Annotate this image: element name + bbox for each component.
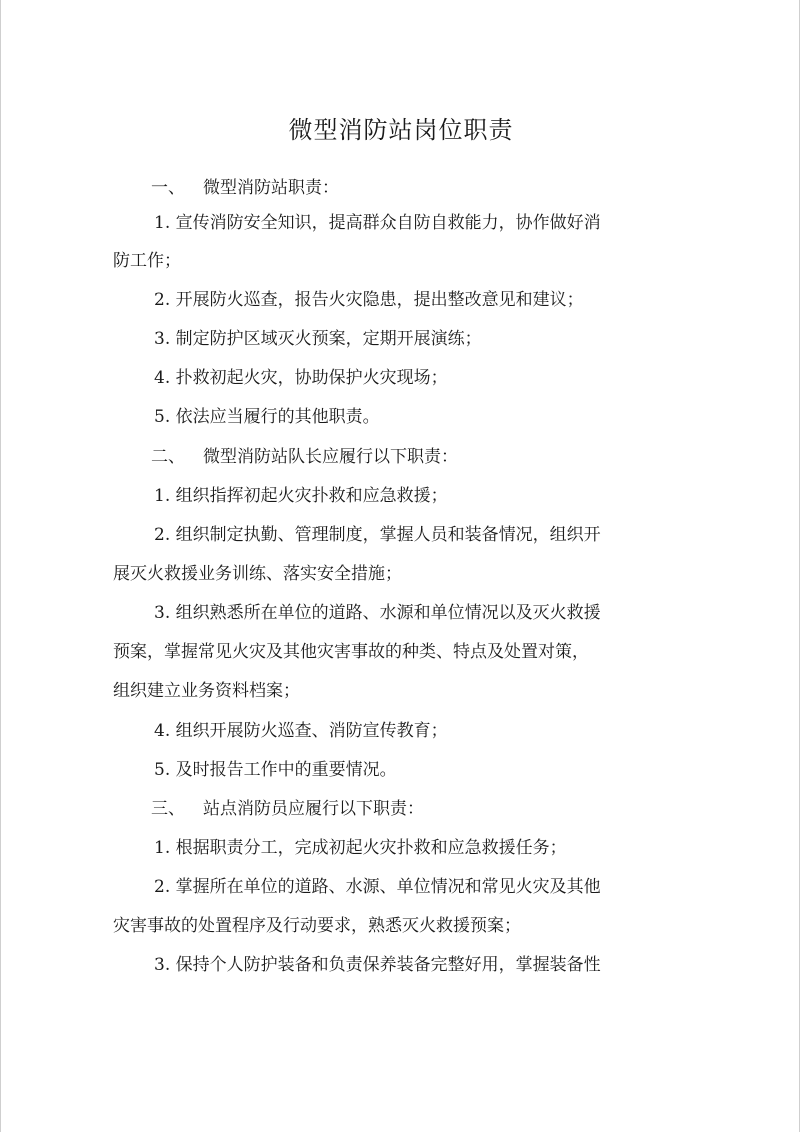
section-heading: [151, 798, 424, 820]
list-item: 2. 开展防火巡查，报告火灾隐患，提出整改意见和建议；: [154, 290, 584, 310]
list-item: 5. 依法应当履行的其他职责。: [154, 407, 380, 427]
list-item-continuation: 展灭火救援业务训练、落实安全措施；: [113, 564, 402, 584]
section-number: 三、: [151, 799, 185, 819]
section-title: 站点消防员应履行以下职责：: [203, 799, 424, 819]
list-item-continuation: 组织建立业务资料档案；: [113, 681, 300, 701]
section-number: 一、: [151, 178, 185, 198]
list-item: 1. 宣传消防安全知识，提高群众自防自救能力，协作做好消: [154, 213, 601, 233]
list-item-continuation: 预案，掌握常见火灾及其他灾害事故的种类、特点及处置对策，: [113, 642, 589, 662]
section-title: 微型消防站队长应履行以下职责：: [203, 447, 458, 467]
section-title: 微型消防站职责：: [203, 178, 339, 198]
page-title: 微型消防站岗位职责: [288, 116, 514, 144]
section-heading: [151, 446, 458, 468]
list-item: 1. 组织指挥初起火灾扑救和应急救援；: [154, 486, 448, 506]
list-item: 3. 制定防护区域灭火预案，定期开展演练；: [154, 329, 482, 349]
section-heading: [151, 177, 339, 199]
list-item: 2. 掌握所在单位的道路、水源、单位情况和常见火灾及其他: [154, 877, 601, 897]
list-item: 1. 根据职责分工，完成初起火灾扑救和应急救援任务；: [154, 838, 567, 858]
section-number: 二、: [151, 447, 185, 467]
list-item: 4. 组织开展防火巡查、消防宣传教育；: [154, 721, 448, 741]
list-item: 4. 扑救初起火灾，协助保护火灾现场；: [154, 368, 448, 388]
list-item: 3. 保持个人防护装备和负责保养装备完整好用，掌握装备性: [154, 955, 601, 975]
list-item-continuation: 灾害事故的处置程序及行动要求，熟悉灭火救援预案；: [113, 916, 521, 936]
list-item: 2. 组织制定执勤、管理制度，掌握人员和装备情况，组织开: [154, 525, 601, 545]
list-item: 3. 组织熟悉所在单位的道路、水源和单位情况以及灭火救援: [154, 603, 601, 623]
list-item-continuation: 防工作；: [113, 251, 181, 271]
list-item: 5. 及时报告工作中的重要情况。: [154, 760, 397, 780]
